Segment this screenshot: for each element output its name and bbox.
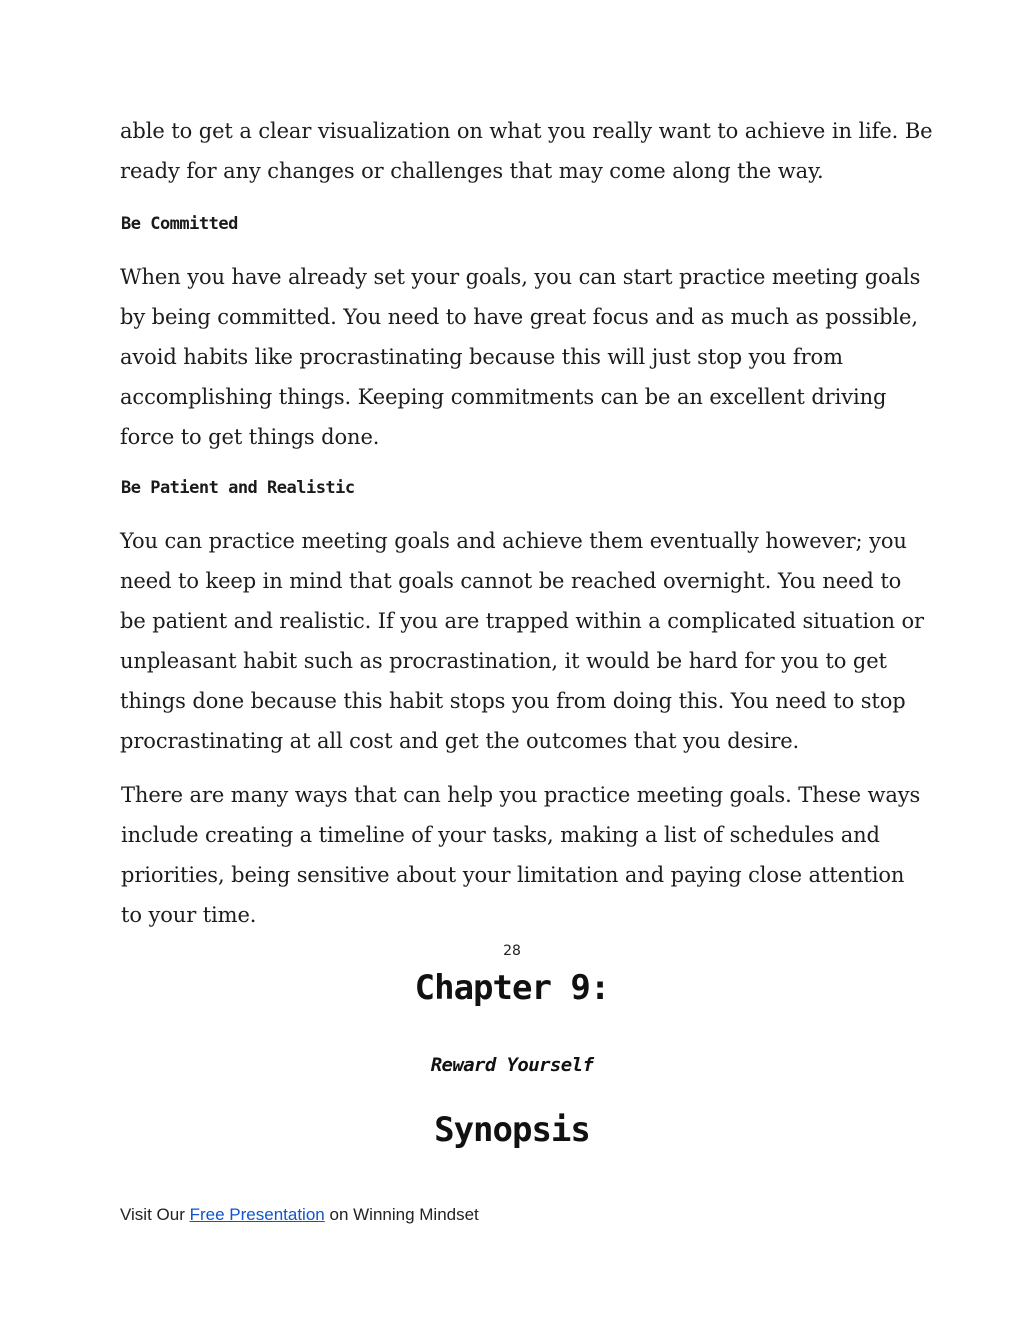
paragraph-line: include creating a timeline of your tasks, making a list of schedules and — [121, 823, 880, 847]
paragraph-line: things done because this habit stops you from doing this. You need to stop — [120, 689, 906, 713]
footer-promo — [120, 1205, 479, 1225]
section-heading-be-committed: Be Committed — [121, 214, 238, 234]
paragraph-line: When you have already set your goals, you can start practice meeting goals — [120, 265, 921, 289]
paragraph-line: accomplishing things. Keeping commitments can be an excellent driving — [120, 385, 887, 409]
paragraph-line: unpleasant habit such as procrastination, it would be hard for you to get — [120, 649, 887, 673]
chapter-title: Chapter 9: — [414, 968, 610, 1008]
closing-paragraph — [121, 775, 921, 935]
paragraph-line: There are many ways that can help you practice meeting goals. These ways — [121, 783, 921, 807]
intro-paragraph — [120, 111, 933, 191]
paragraph-line: priorities, being sensitive about your limitation and paying close attention — [121, 863, 905, 887]
chapter-subtitle: Reward Yourself — [430, 1054, 594, 1076]
be-patient-paragraph — [120, 521, 924, 761]
paragraph-line: need to keep in mind that goals cannot be reached overnight. You need to — [120, 569, 902, 593]
footer-prefix: Visit Our — [120, 1205, 185, 1224]
footer-suffix: on Winning Mindset — [329, 1205, 479, 1224]
paragraph-line: force to get things done. — [120, 425, 380, 449]
paragraph-line: You can practice meeting goals and achieve them eventually however; you — [120, 529, 907, 553]
section-heading-be-patient: Be Patient and Realistic — [121, 478, 355, 498]
paragraph-line: be patient and realistic. If you are trapped within a complicated situation or — [120, 609, 924, 633]
paragraph-line: able to get a clear visualization on what you really want to achieve in life. Be — [120, 119, 933, 143]
paragraph-line: by being committed. You need to have great focus and as much as possible, — [120, 305, 918, 329]
page-number: 28 — [503, 943, 521, 959]
paragraph-line: ready for any changes or challenges that may come along the way. — [120, 159, 824, 183]
paragraph-line: avoid habits like procrastinating because this will just stop you from — [120, 345, 843, 369]
be-committed-paragraph — [120, 257, 920, 457]
free-presentation-link[interactable]: Free Presentation — [189, 1205, 325, 1224]
paragraph-line: procrastinating at all cost and get the outcomes that you desire. — [120, 729, 800, 753]
synopsis-heading: Synopsis — [434, 1110, 590, 1150]
paragraph-line: to your time. — [121, 903, 257, 927]
